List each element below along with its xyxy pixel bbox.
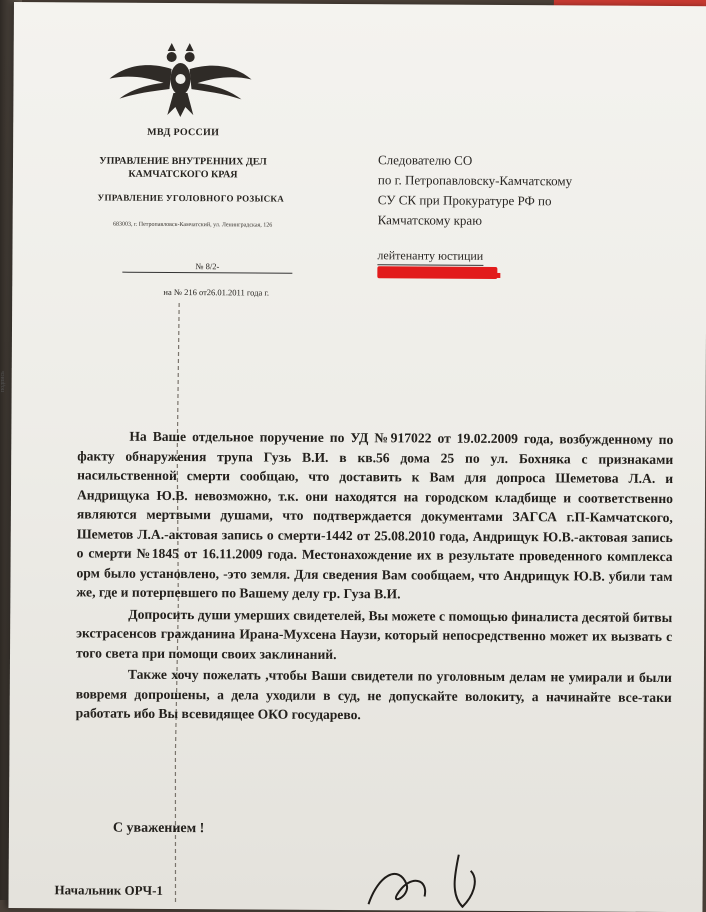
- signer-title: Начальник ОРЧ-1: [54, 882, 163, 898]
- red-redaction-mark-tail: [490, 273, 500, 278]
- reference-number: на № 216 от26.01.2011 года г.: [163, 286, 270, 298]
- addressee-line: по г. Петропавловску-Камчатскому: [377, 172, 573, 189]
- body-paragraph: Допросить души умерших свидетелей, Вы можете с помощью финалиста десятой битвы экстрасенсов гражданина Ирана-Мухсена Наузи, который непосредственно может их вызвать с того света при помощи своих заклинаний.: [75, 606, 673, 662]
- sub-department-name: УПРАВЛЕНИЕ УГОЛОВНОГО РОЗЫСКА: [97, 192, 285, 204]
- outgoing-number: № 8/2-: [122, 261, 292, 274]
- addressee-rank: лейтенанту юстиции: [377, 248, 483, 266]
- letter-body: [76, 426, 674, 726]
- document-page: [8, 2, 706, 912]
- addressee-line: Следователю СО: [377, 152, 473, 168]
- addressee-block: [378, 150, 678, 232]
- handwritten-signature: [358, 844, 518, 912]
- double-headed-eagle-emblem-icon: [105, 39, 255, 120]
- red-redaction-mark: [377, 266, 497, 279]
- body-paragraph: На Ваше отдельное поручение по УД №917022 от 19.02.2009 года, возбужденному по факту обнаружения трупа Гузь В.И. в кв.56 дома 25 по ул. Бохняка с признаками насильственной смерти сообщаю, что доставить к Вам для допроса Шеметова Л.А. и Андрищука Ю.В. невозможно, т.к. они находятся на городском кладбище и соответственно являются мертвыми душами, что подтверждается документами ЗАГСА г.П-Камчатского, Шеметов Л.А.-актовая запись о смерти-1442 от 25.08.2010 года, Андрищук Ю.В.-актовая запись о смерти №1845 от 16.11.2009 года. Местонахождение их в результате проведенного комплекса орм было установлено, -это земля. Для сведения Вам сообщаем, что Андрищук Ю.В. убили там же, где и потерпевшего по Вашему делу гр. Гуза В.И.: [76, 428, 674, 602]
- body-paragraph: Также хочу пожелать ,чтобы Ваши свидетели по уголовным делам не умирали и были вовремя допрошены, а дела уходили в суд, не допускайте волокиту, а начинайте все-таки работать ибо Вы всевидящее ОКО государево.: [75, 666, 672, 723]
- addressee-line: Камчатскому краю: [377, 212, 482, 228]
- sender-address: 683003, г. Петропавловск-Камчатский, ул. Ленинградская, 126: [113, 221, 273, 229]
- department-name: УПРАВЛЕНИЕ ВНУТРЕННИХ ДЕЛ КАМЧАТСКОГО КРАЯ: [99, 155, 267, 181]
- closing-phrase: С уважением !: [112, 820, 205, 837]
- margin-stamp: подпись: [0, 371, 6, 392]
- ministry-name: МВД РОССИИ: [147, 126, 220, 139]
- addressee-line: СУ СК при Прокуратуре РФ по: [377, 192, 552, 209]
